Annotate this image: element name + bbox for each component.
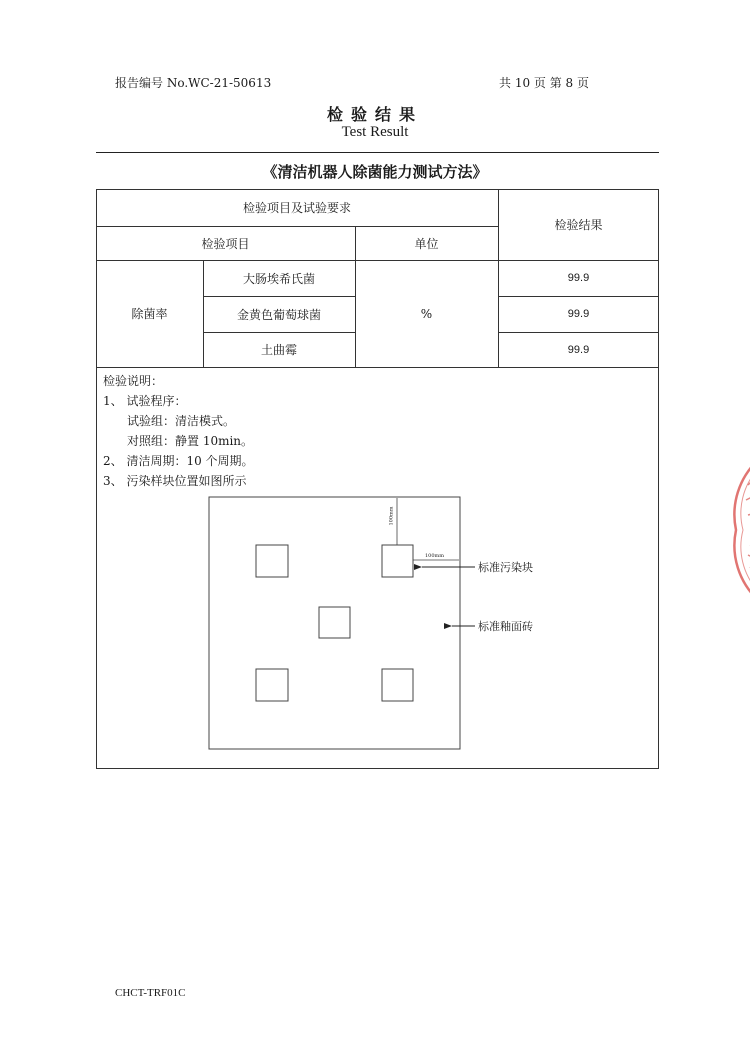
- report-number: 报告编号 No.WC-21-50613: [115, 76, 272, 90]
- item-cell: 土曲霉: [260, 343, 297, 357]
- note-line: 对照组：静置 10min。: [127, 434, 254, 448]
- official-stamp: [718, 455, 750, 605]
- unit-cell: %: [420, 306, 433, 321]
- header-group-cell: 检验项目及试验要求: [242, 201, 351, 215]
- page-info: 共 10 页 第 8 页: [499, 76, 589, 90]
- note-line: 2、 清洁周期：10 个周期。: [103, 454, 254, 468]
- page-subtitle: Test Result: [341, 124, 409, 140]
- item-cell: 金黄色葡萄球菌: [236, 307, 321, 322]
- result-cell: 99.9: [567, 308, 590, 320]
- note-line: 3、 污染样块位置如图所示: [103, 474, 247, 488]
- note-line: 试验组：清洁模式。: [127, 414, 236, 428]
- form-code: CHCT-TRF01C: [115, 987, 186, 999]
- label-glazed-tile: 标准釉面砖: [478, 620, 533, 633]
- dimension-label-horizontal: 100mm: [425, 553, 445, 559]
- dimension-label-vertical: 100mm: [388, 506, 395, 526]
- note-line: 1、 试验程序：: [103, 394, 187, 408]
- sample-block: [382, 545, 413, 577]
- header-item-cell: 检验项目: [201, 236, 250, 251]
- sample-block: [256, 669, 288, 701]
- category-cell: 除菌率: [131, 307, 168, 321]
- sample-block: [319, 607, 350, 638]
- header-unit-cell: 单位: [414, 236, 439, 251]
- notes-heading: 检验说明：: [103, 374, 164, 388]
- result-cell: 99.9: [567, 343, 590, 356]
- page-title: 检验结果: [326, 105, 423, 124]
- item-cell: 大肠埃希氏菌: [242, 271, 315, 286]
- method-title: 《清洁机器人除菌能力测试方法》: [262, 163, 488, 181]
- header-result-cell: 检验结果: [554, 218, 603, 232]
- sample-block: [256, 545, 288, 577]
- sample-block: [382, 669, 413, 701]
- glazed-tile: [209, 497, 460, 749]
- label-sample-block: 标准污染块: [478, 561, 533, 574]
- result-cell: 99.9: [567, 272, 590, 284]
